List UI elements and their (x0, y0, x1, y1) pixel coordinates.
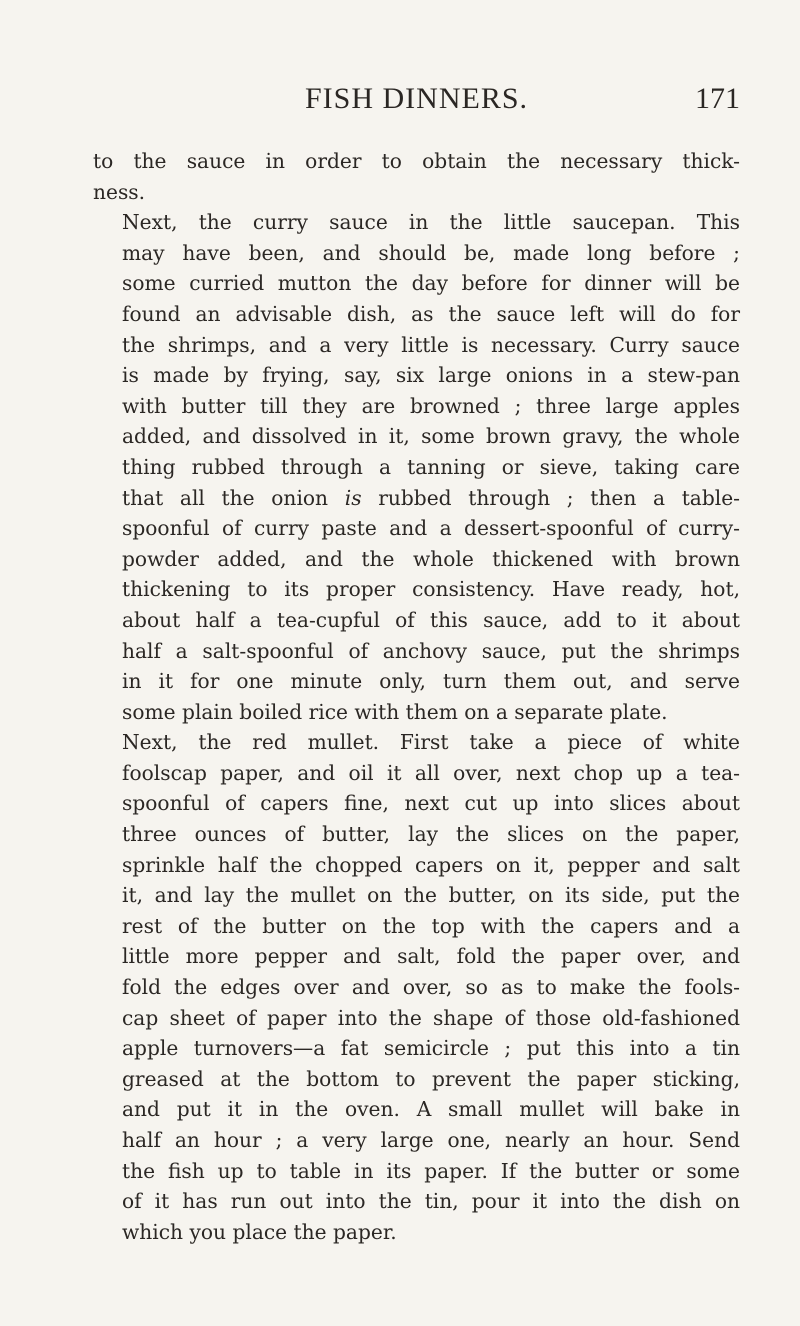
text-line: thing rubbed through a tanning or sieve, taking care (122, 454, 740, 479)
text-line: added, and dissolved in it, some brown gravy, the whole (122, 424, 740, 449)
text-line: some curried mutton the day before for dinner will be (122, 271, 740, 296)
text-line: the fish up to table in its paper. If the butter or some (122, 1158, 740, 1183)
paragraph-curry-sauce (93, 207, 740, 727)
text-line: little more pepper and salt, fold the paper over, and (122, 944, 740, 969)
running-title: FISH DINNERS. (304, 82, 529, 115)
paragraph-red-mullet (93, 727, 740, 1247)
running-head (93, 82, 740, 116)
text-line: about half a tea-cupful of this sauce, add to it about (122, 607, 740, 632)
text-line: Next, the curry sauce in the little saucepan. This (122, 210, 740, 235)
text-line: some plain boiled rice with them on a separate plate. (122, 699, 668, 724)
text-line: is made by frying, say, six large onions in a stew-pan (122, 363, 740, 388)
text-line: rest of the butter on the top with the capers and a (122, 913, 740, 938)
text-line: sprinkle half the chopped capers on it, pepper and salt (122, 852, 740, 877)
text-line: thickening to its proper consistency. Have ready, hot, (122, 577, 740, 602)
text-line: may have been, and should be, made long before ; (122, 240, 740, 265)
text-segment: that all the onion (122, 485, 329, 510)
text-line: spoonful of curry paste and a dessert-spoonful of curry- (122, 516, 740, 541)
text-line: apple turnovers—a fat semicircle ; put this into a tin (122, 1036, 740, 1061)
text-line: half a salt-spoonful of anchovy sauce, put the shrimps (122, 638, 740, 663)
text-line: found an advisable dish, as the sauce left will do for (122, 301, 740, 326)
text-line: half an hour ; a very large one, nearly an hour. Send (122, 1128, 740, 1152)
text-line: and put it in the oven. A small mullet will bake in (122, 1097, 740, 1122)
text-line: it, and lay the mullet on the butter, on its side, put the (122, 883, 740, 908)
text-line: which you place the paper. (122, 1219, 397, 1244)
text-line: Next, the red mullet. First take a piece of white (122, 730, 740, 755)
text-line: greased at the bottom to prevent the paper sticking, (122, 1066, 740, 1091)
text-line: three ounces of butter, lay the slices on the paper, (122, 822, 740, 847)
text-line-with-emphasis (93, 483, 740, 514)
text-line: spoonful of capers fine, next cut up into slices about (122, 791, 740, 816)
text-line: fold the edges over and over, so as to make the fools- (122, 975, 740, 1000)
emphasis-word: is (344, 485, 362, 510)
text-line: to the sauce in order to obtain the necessary thick- (93, 149, 740, 173)
text-line: with butter till they are browned ; three large apples (122, 393, 740, 418)
text-line: cap sheet of paper into the shape of those old-fashioned (122, 1005, 740, 1030)
paragraph-continuation (93, 146, 740, 207)
text-line: powder added, and the whole thickened with brown (122, 546, 740, 571)
text-segment: rubbed through ; then a table- (378, 485, 740, 510)
text-line: the shrimps, and a very little is necessary. Curry sauce (122, 332, 740, 357)
text-line: in it for one minute only, turn them out, and serve (122, 669, 740, 694)
text-line: ness. (93, 179, 146, 204)
text-line: of it has run out into the tin, pour it into the dish on (122, 1189, 740, 1214)
text-line: foolscap paper, and oil it all over, next chop up a tea- (122, 760, 740, 785)
body-text (93, 146, 740, 1247)
page-number: 171 (695, 82, 740, 115)
